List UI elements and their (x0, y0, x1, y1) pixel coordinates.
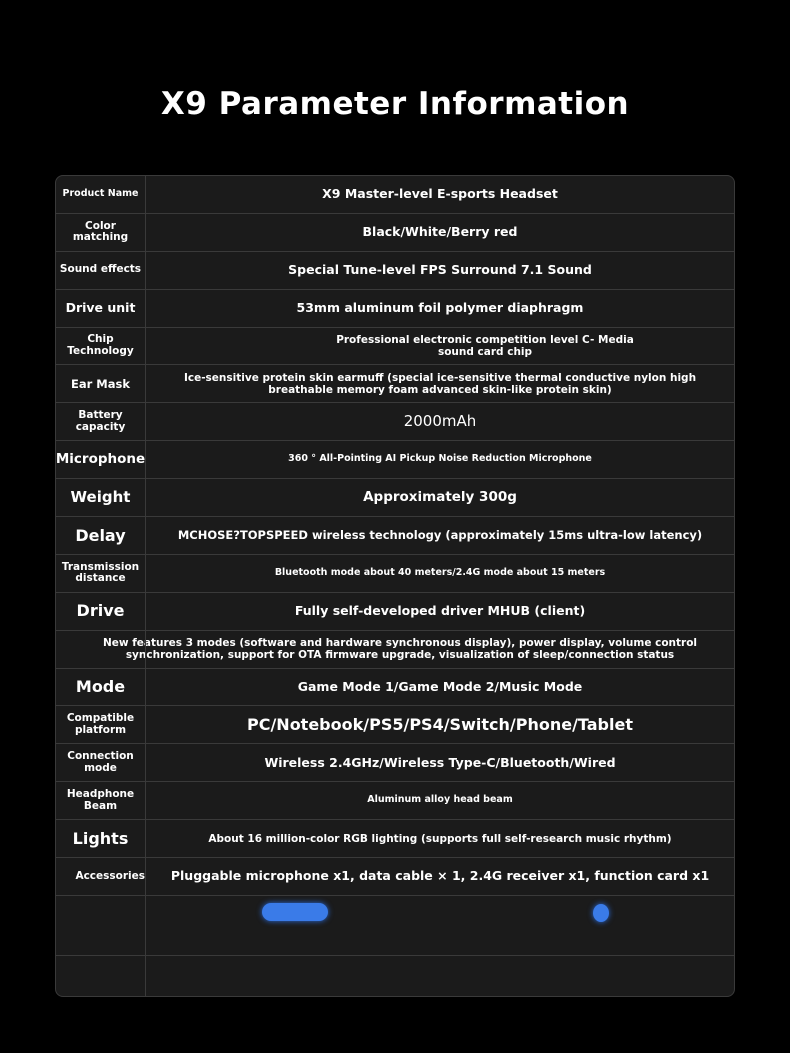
row-label: Sound effects (56, 252, 146, 289)
row-value: 2000mAh (403, 412, 477, 431)
row-value: About 16 million-color RGB lighting (supports full self-research music rhythm) (208, 832, 672, 845)
row-full-text (56, 631, 734, 668)
row-label: Connection mode (56, 744, 146, 781)
row-label: Ear Mask (56, 365, 146, 402)
row-value: MCHOSE?TOPSPEED wireless technology (approximately 15ms ultra-low latency) (177, 527, 703, 542)
row-value: Professional electronic competition level C- Media sound card chip (336, 333, 634, 358)
row-value: Pluggable microphone x1, data cable × 1, 2.4G receiver x1, function card x1 (170, 868, 710, 884)
row-value: Wireless 2.4GHz/Wireless Type-C/Bluetooth/Wired (264, 754, 616, 770)
row-label: Product Name (56, 176, 146, 213)
row-label: Mode (56, 669, 146, 706)
table-row (56, 555, 734, 593)
page-title: X9 Parameter Information (160, 86, 630, 122)
table-row (56, 252, 734, 290)
row-label: Microphone (56, 441, 146, 478)
table-row (56, 858, 734, 896)
row-label: Battery capacity (56, 403, 146, 440)
table-row (56, 403, 734, 441)
row-value: Aluminum alloy head beam (367, 794, 513, 806)
row-label: Accessories (56, 858, 146, 895)
table-row-blank (56, 896, 734, 956)
table-row (56, 744, 734, 782)
row-value: 53mm aluminum foil polymer diaphragm (296, 299, 584, 315)
table-row (56, 820, 734, 858)
row-label: Headphone Beam (56, 782, 146, 819)
table-row (56, 782, 734, 820)
table-row (56, 631, 734, 669)
row-label: Transmission distance (56, 555, 146, 592)
row-value: 3 modes (software and hardware synchronous display), power display, volume control synchronization, support for OTA firmware upgrade, visualization of sleep/connection status (125, 637, 698, 662)
row-label: Chip Technology (56, 328, 146, 365)
blue-light-shape (262, 903, 328, 921)
row-value: Black/White/Berry red (362, 224, 518, 240)
table-row (56, 479, 734, 517)
row-label: Drive unit (56, 290, 146, 327)
row-label: Compatible platform (56, 706, 146, 743)
row-value: Approximately 300g (363, 488, 517, 505)
table-row (56, 365, 734, 403)
table-row (56, 441, 734, 479)
row-label: Lights (56, 820, 146, 857)
row-value: PC/Notebook/PS5/PS4/Switch/Phone/Tablet (246, 714, 633, 734)
row-label: Color matching (56, 214, 146, 251)
row-value: X9 Master-level E-sports Headset (322, 186, 558, 202)
row-label: Delay (56, 517, 146, 554)
table-row (56, 669, 734, 707)
parameter-table (55, 175, 735, 997)
row-label: Weight (56, 479, 146, 516)
row-value: Ice-sensitive protein skin earmuff (special ice-sensitive thermal conductive nylon high breathable memory foam advanced skin-like protein skin) (183, 371, 697, 396)
table-row (56, 214, 734, 252)
table-row (56, 517, 734, 555)
row-value: 360 ° All-Pointing AI Pickup Noise Reduction Microphone (288, 453, 592, 465)
row-label: New features (102, 637, 183, 650)
table-row (56, 176, 734, 214)
table-row (56, 706, 734, 744)
row-value: Special Tune-level FPS Surround 7.1 Sound (288, 262, 592, 278)
table-row (56, 328, 734, 366)
table-row-blank (56, 956, 734, 997)
row-value: Bluetooth mode about 40 meters/2.4G mode about 15 meters (274, 566, 606, 578)
row-value: Game Mode 1/Game Mode 2/Music Mode (297, 678, 583, 694)
blue-light-dot (593, 904, 609, 922)
row-value: Fully self-developed driver MHUB (client) (294, 603, 586, 619)
table-row (56, 593, 734, 631)
row-label: Drive (56, 593, 146, 630)
table-row (56, 290, 734, 328)
